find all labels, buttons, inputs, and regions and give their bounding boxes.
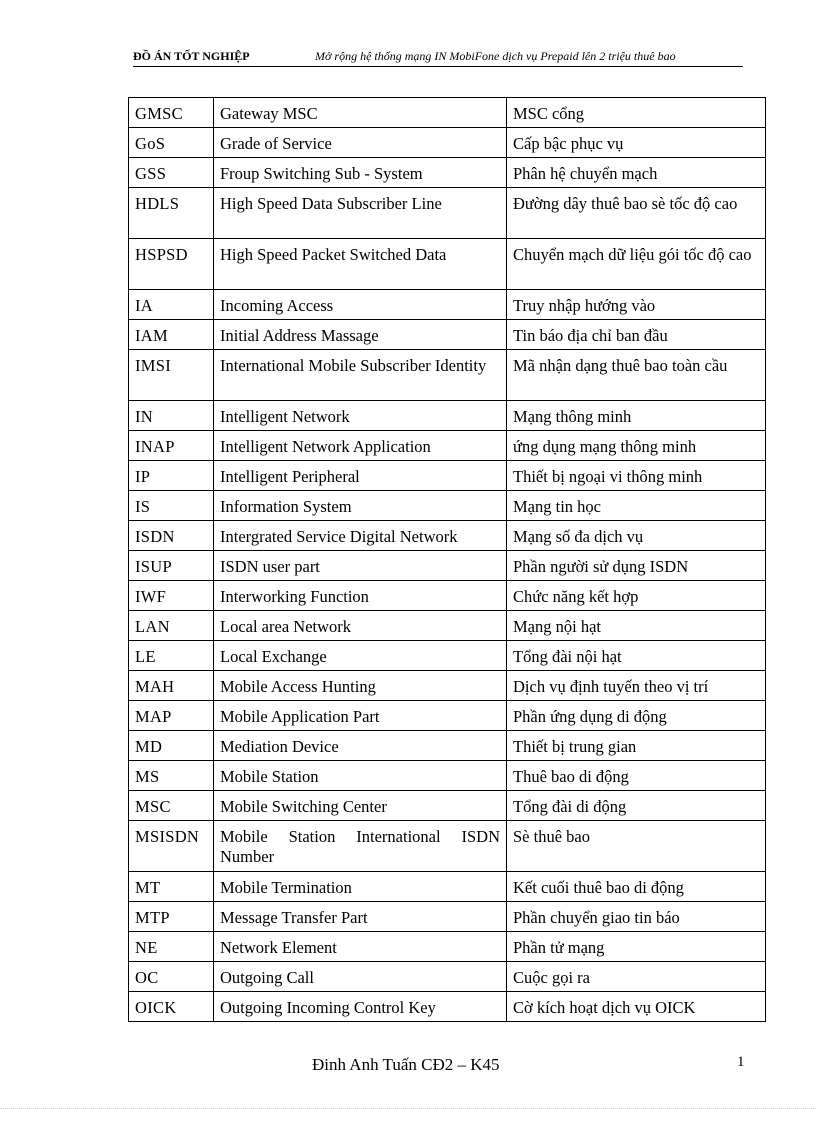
table-row <box>129 401 766 431</box>
english-term-cell: Gateway MSC <box>214 98 507 128</box>
vietnamese-term-cell: Kết cuối thuê bao di động <box>507 872 766 902</box>
table-row <box>129 158 766 188</box>
vietnamese-term-cell: Mạng thông minh <box>507 401 766 431</box>
abbreviation-cell: MSC <box>129 791 214 821</box>
vietnamese-term-cell: Tin báo địa chỉ ban đầu <box>507 320 766 350</box>
abbreviation-cell: LE <box>129 641 214 671</box>
table-row <box>129 731 766 761</box>
table-row <box>129 431 766 461</box>
abbreviation-table <box>128 97 766 1022</box>
abbreviation-cell: GMSC <box>129 98 214 128</box>
abbreviation-cell: INAP <box>129 431 214 461</box>
table-row <box>129 902 766 932</box>
table-row <box>129 701 766 731</box>
table-row <box>129 461 766 491</box>
abbreviation-cell: MT <box>129 872 214 902</box>
abbreviation-cell: IS <box>129 491 214 521</box>
vietnamese-term-cell: Mạng số đa dịch vụ <box>507 521 766 551</box>
vietnamese-term-cell: Cờ kích hoạt dịch vụ OICK <box>507 992 766 1022</box>
vietnamese-term-cell: Dịch vụ định tuyến theo vị trí <box>507 671 766 701</box>
english-term-cell: Information System <box>214 491 507 521</box>
english-term-cell: Intelligent Network Application <box>214 431 507 461</box>
table-row <box>129 350 766 401</box>
abbreviation-cell: IP <box>129 461 214 491</box>
table-row <box>129 98 766 128</box>
english-term-cell: Local Exchange <box>214 641 507 671</box>
vietnamese-term-cell: Phân hệ chuyển mạch <box>507 158 766 188</box>
abbreviation-cell: MAH <box>129 671 214 701</box>
abbreviation-cell: OC <box>129 962 214 992</box>
table-row <box>129 581 766 611</box>
table-row <box>129 872 766 902</box>
english-term-cell: Mobile Station International ISDN Number <box>214 821 507 872</box>
english-term-cell: Intelligent Network <box>214 401 507 431</box>
english-term-cell: Interworking Function <box>214 581 507 611</box>
table-row <box>129 791 766 821</box>
english-term-cell: International Mobile Subscriber Identity <box>214 350 507 401</box>
table-row <box>129 320 766 350</box>
table-row <box>129 641 766 671</box>
abbreviation-cell: ISDN <box>129 521 214 551</box>
english-term-cell: Intergrated Service Digital Network <box>214 521 507 551</box>
table-row <box>129 671 766 701</box>
header-title: ĐỒ ÁN TỐT NGHIỆP <box>133 49 250 63</box>
english-term-cell: Message Transfer Part <box>214 902 507 932</box>
vietnamese-term-cell: Mạng nội hạt <box>507 611 766 641</box>
vietnamese-term-cell: Cấp bậc phục vụ <box>507 128 766 158</box>
english-term-cell: Mobile Application Part <box>214 701 507 731</box>
abbreviation-cell: GSS <box>129 158 214 188</box>
vietnamese-term-cell: Chuyển mạch dữ liệu gói tốc độ cao <box>507 239 766 290</box>
table-row <box>129 521 766 551</box>
vietnamese-term-cell: Phần người sử dụng ISDN <box>507 551 766 581</box>
table-row <box>129 992 766 1022</box>
english-term-cell: Mobile Termination <box>214 872 507 902</box>
english-term-cell: Mediation Device <box>214 731 507 761</box>
abbreviation-cell: IWF <box>129 581 214 611</box>
abbreviation-cell: IA <box>129 290 214 320</box>
abbreviation-cell: MD <box>129 731 214 761</box>
abbreviation-table-body <box>129 98 766 1022</box>
english-term-cell: Intelligent Peripheral <box>214 461 507 491</box>
vietnamese-term-cell: Thiết bị trung gian <box>507 731 766 761</box>
abbreviation-cell: IN <box>129 401 214 431</box>
vietnamese-term-cell: Cuộc gọi ra <box>507 962 766 992</box>
table-row <box>129 491 766 521</box>
vietnamese-term-cell: Đường dây thuê bao sè tốc độ cao <box>507 188 766 239</box>
abbreviation-cell: MS <box>129 761 214 791</box>
header-subtitle: Mở rộng hệ thống mạng IN MobiFone dịch vụ Prepaid lên 2 triệu thuê bao <box>315 49 676 63</box>
table-row <box>129 821 766 872</box>
abbreviation-cell: MSISDN <box>129 821 214 872</box>
english-term-cell: High Speed Data Subscriber Line <box>214 188 507 239</box>
vietnamese-term-cell: Phần tử mạng <box>507 932 766 962</box>
abbreviation-cell: MTP <box>129 902 214 932</box>
abbreviation-cell: ISUP <box>129 551 214 581</box>
table-row <box>129 761 766 791</box>
table-row <box>129 551 766 581</box>
english-term-cell: Grade of Service <box>214 128 507 158</box>
vietnamese-term-cell: Phần ứng dụng di động <box>507 701 766 731</box>
abbreviation-cell: HSPSD <box>129 239 214 290</box>
english-term-cell: Outgoing Incoming Control Key <box>214 992 507 1022</box>
abbreviation-cell: NE <box>129 932 214 962</box>
abbreviation-cell: GoS <box>129 128 214 158</box>
vietnamese-term-cell: Thiết bị ngoại vi thông minh <box>507 461 766 491</box>
vietnamese-term-cell: Mã nhận dạng thuê bao toàn cầu <box>507 350 766 401</box>
abbreviation-cell: HDLS <box>129 188 214 239</box>
table-row <box>129 290 766 320</box>
english-term-cell: Mobile Access Hunting <box>214 671 507 701</box>
table-row <box>129 932 766 962</box>
vietnamese-term-cell: Tổng đài di động <box>507 791 766 821</box>
english-term-cell: Initial Address Massage <box>214 320 507 350</box>
table-row <box>129 128 766 158</box>
english-term-cell: High Speed Packet Switched Data <box>214 239 507 290</box>
abbreviation-cell: IMSI <box>129 350 214 401</box>
english-term-cell: Froup Switching Sub - System <box>214 158 507 188</box>
english-term-cell: Local area Network <box>214 611 507 641</box>
table-row <box>129 962 766 992</box>
english-term-cell: Outgoing Call <box>214 962 507 992</box>
abbreviation-cell: OICK <box>129 992 214 1022</box>
footer-author: Đinh Anh Tuấn CĐ2 – K45 <box>312 1055 500 1074</box>
abbreviation-cell: IAM <box>129 320 214 350</box>
english-term-cell: Incoming Access <box>214 290 507 320</box>
english-term-cell: Network Element <box>214 932 507 962</box>
english-term-cell: ISDN user part <box>214 551 507 581</box>
vietnamese-term-cell: Chức năng kết hợp <box>507 581 766 611</box>
abbreviation-cell: LAN <box>129 611 214 641</box>
table-row <box>129 188 766 239</box>
vietnamese-term-cell: Sè thuê bao <box>507 821 766 872</box>
vietnamese-term-cell: Thuê bao di động <box>507 761 766 791</box>
english-term-cell: Mobile Switching Center <box>214 791 507 821</box>
table-row <box>129 239 766 290</box>
page-bottom-divider <box>0 1108 816 1109</box>
vietnamese-term-cell: MSC cổng <box>507 98 766 128</box>
page-number: 1 <box>737 1054 745 1070</box>
vietnamese-term-cell: ứng dụng mạng thông minh <box>507 431 766 461</box>
page-header <box>133 46 743 67</box>
vietnamese-term-cell: Phần chuyển giao tin báo <box>507 902 766 932</box>
abbreviation-cell: MAP <box>129 701 214 731</box>
english-term-cell: Mobile Station <box>214 761 507 791</box>
vietnamese-term-cell: Mạng tin học <box>507 491 766 521</box>
vietnamese-term-cell: Tổng đài nội hạt <box>507 641 766 671</box>
vietnamese-term-cell: Truy nhập hướng vào <box>507 290 766 320</box>
table-row <box>129 611 766 641</box>
